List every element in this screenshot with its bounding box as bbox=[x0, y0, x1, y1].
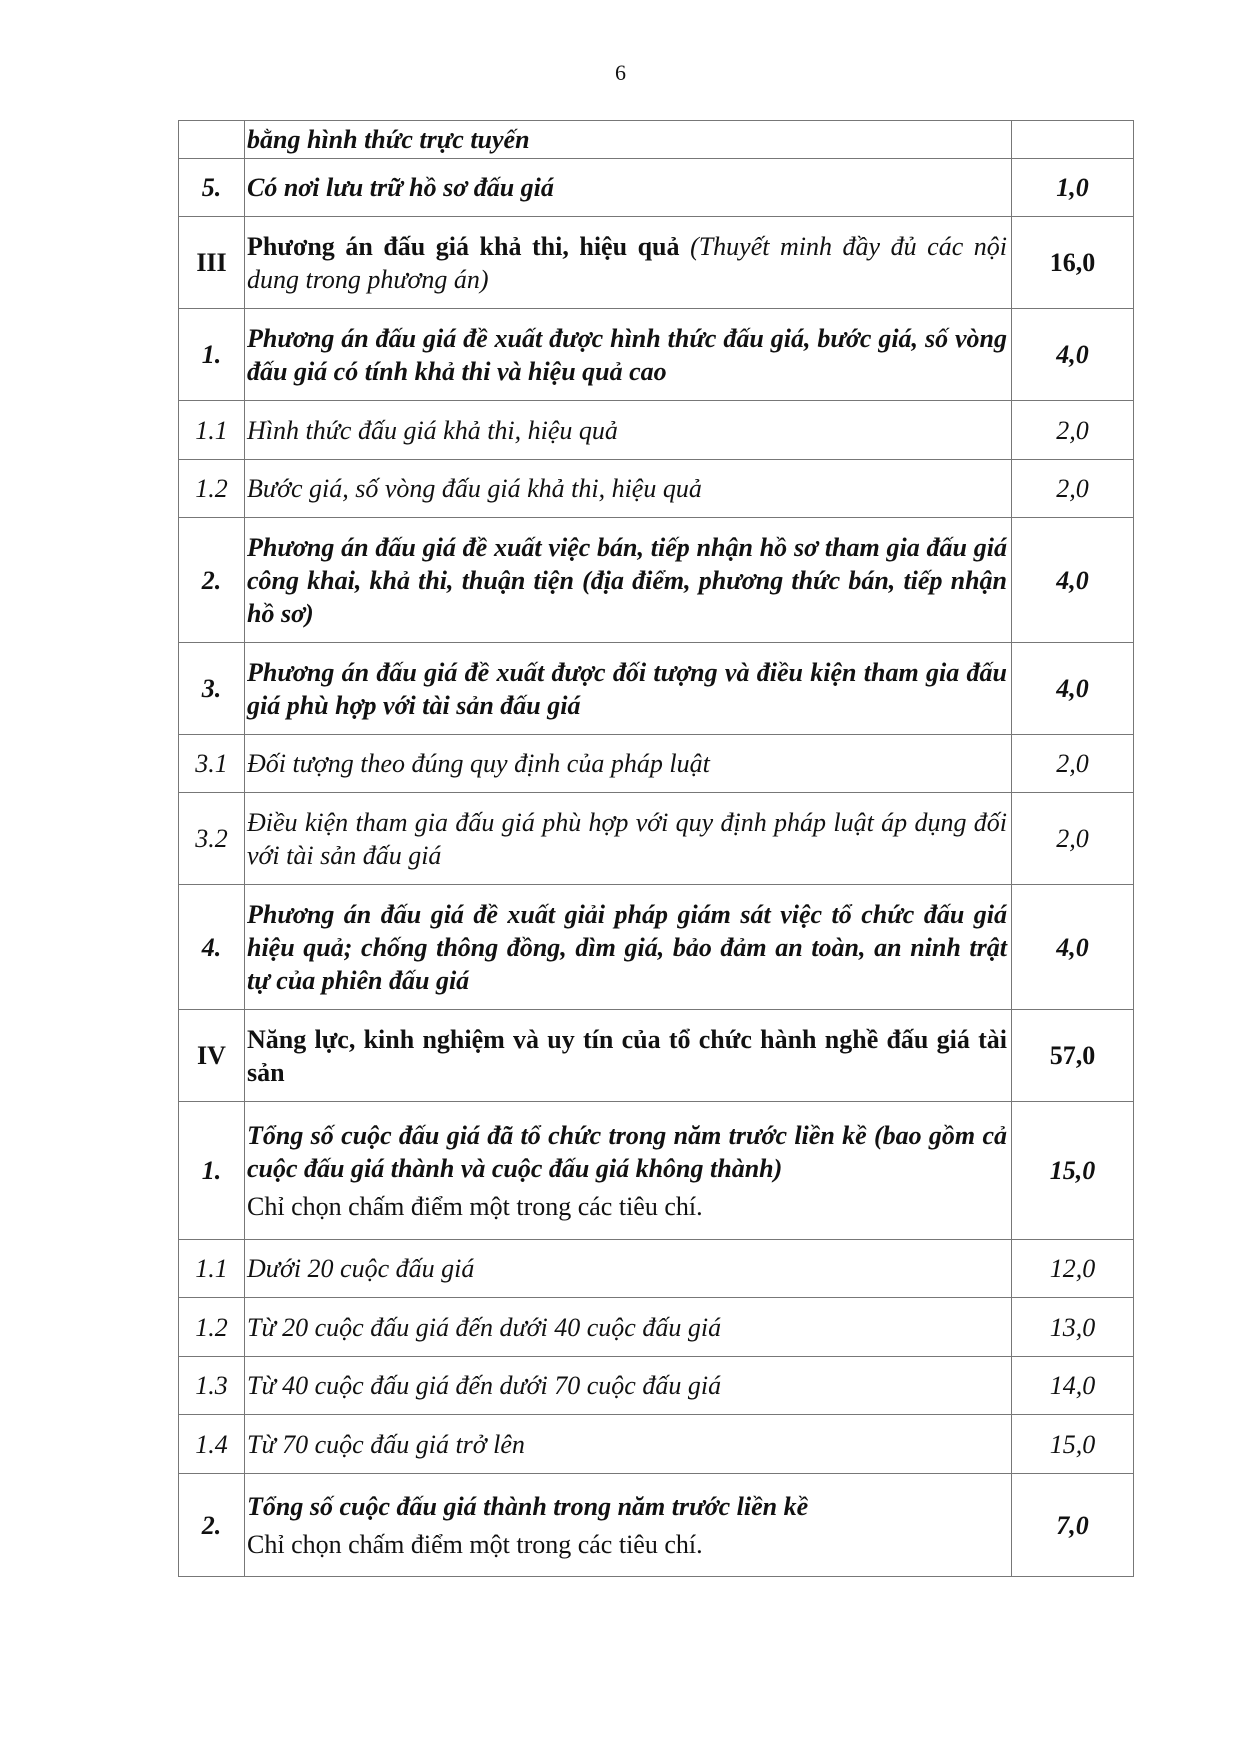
table-row bbox=[179, 643, 1134, 735]
score-cell: 4,0 bbox=[1012, 518, 1134, 643]
row-number: 3.1 bbox=[179, 735, 245, 793]
score-cell: 2,0 bbox=[1012, 735, 1134, 793]
criterion-text: Dưới 20 cuộc đấu giá bbox=[245, 1240, 1012, 1298]
table-row bbox=[179, 1474, 1134, 1577]
criterion-text: Tổng số cuộc đấu giá thành trong năm trước liền kề bbox=[247, 1491, 809, 1521]
score-cell: 7,0 bbox=[1012, 1474, 1134, 1577]
section-number: IV bbox=[179, 1010, 245, 1102]
criterion-text: Tổng số cuộc đấu giá đã tổ chức trong năm trước liền kề (bao gồm cả cuộc đấu giá thành và cuộc đấu giá không thành) bbox=[247, 1120, 1007, 1183]
row-number: 1.4 bbox=[179, 1415, 245, 1474]
table-row bbox=[179, 1010, 1134, 1102]
score-cell: 4,0 bbox=[1012, 643, 1134, 735]
table-row bbox=[179, 885, 1134, 1010]
row-number: 1.1 bbox=[179, 1240, 245, 1298]
row-number: 1.2 bbox=[179, 1298, 245, 1357]
row-number: 1. bbox=[179, 309, 245, 401]
criterion-text: Phương án đấu giá đề xuất giải pháp giám sát việc tổ chức đấu giá hiệu quả; chống thông đồng, dìm giá, bảo đảm an toàn, an ninh trật tự của phiên đấu giá bbox=[245, 885, 1012, 1010]
score-cell: 12,0 bbox=[1012, 1240, 1134, 1298]
row-number bbox=[179, 121, 245, 159]
criterion-cell bbox=[245, 1102, 1012, 1240]
table-row bbox=[179, 1357, 1134, 1415]
row-number: 2. bbox=[179, 518, 245, 643]
table-row bbox=[179, 1298, 1134, 1357]
criterion-note: Chỉ chọn chấm điểm một trong các tiêu chí. bbox=[247, 1191, 703, 1221]
table-row bbox=[179, 518, 1134, 643]
table-row bbox=[179, 735, 1134, 793]
table-row bbox=[179, 217, 1134, 309]
table-row bbox=[179, 401, 1134, 460]
criterion-text: Từ 20 cuộc đấu giá đến dưới 40 cuộc đấu giá bbox=[245, 1298, 1012, 1357]
score-cell: 2,0 bbox=[1012, 401, 1134, 460]
score-cell: 57,0 bbox=[1012, 1010, 1134, 1102]
criterion-cell bbox=[245, 1474, 1012, 1577]
score-cell: 16,0 bbox=[1012, 217, 1134, 309]
row-number: 5. bbox=[179, 159, 245, 217]
criterion-text: Phương án đấu giá đề xuất được hình thức đấu giá, bước giá, số vòng đấu giá có tính khả thi và hiệu quả cao bbox=[245, 309, 1012, 401]
score-cell: 15,0 bbox=[1012, 1415, 1134, 1474]
row-number: 4. bbox=[179, 885, 245, 1010]
score-cell: 13,0 bbox=[1012, 1298, 1134, 1357]
table-row bbox=[179, 1240, 1134, 1298]
row-number: 3.2 bbox=[179, 793, 245, 885]
table-row bbox=[179, 1102, 1134, 1240]
criterion-text: Từ 40 cuộc đấu giá đến dưới 70 cuộc đấu giá bbox=[245, 1357, 1012, 1415]
criterion-text: Phương án đấu giá đề xuất được đối tượng và điều kiện tham gia đấu giá phù hợp với tài sản đấu giá bbox=[245, 643, 1012, 735]
criterion-text: Có nơi lưu trữ hồ sơ đấu giá bbox=[245, 159, 1012, 217]
criterion-note: Chỉ chọn chấm điểm một trong các tiêu chí. bbox=[247, 1529, 703, 1559]
row-number: 1.1 bbox=[179, 401, 245, 460]
criterion-text: Từ 70 cuộc đấu giá trở lên bbox=[245, 1415, 1012, 1474]
score-cell: 4,0 bbox=[1012, 309, 1134, 401]
score-cell: 2,0 bbox=[1012, 460, 1134, 518]
score-cell: 2,0 bbox=[1012, 793, 1134, 885]
table-row bbox=[179, 121, 1134, 159]
criterion-text: Bước giá, số vòng đấu giá khả thi, hiệu quả bbox=[245, 460, 1012, 518]
section-number: III bbox=[179, 217, 245, 309]
row-number: 1.2 bbox=[179, 460, 245, 518]
table-row bbox=[179, 460, 1134, 518]
criterion-text: Hình thức đấu giá khả thi, hiệu quả bbox=[245, 401, 1012, 460]
section-title bbox=[245, 217, 1012, 309]
row-number: 1. bbox=[179, 1102, 245, 1240]
scoring-criteria-table bbox=[178, 120, 1134, 1577]
section-title-note: (Thuyết minh đầy đủ các nội dung trong phương án) bbox=[247, 231, 1008, 294]
score-cell: 14,0 bbox=[1012, 1357, 1134, 1415]
score-cell: 15,0 bbox=[1012, 1102, 1134, 1240]
section-title-bold: Phương án đấu giá khả thi, hiệu quả bbox=[247, 231, 680, 261]
row-number: 3. bbox=[179, 643, 245, 735]
row-number: 2. bbox=[179, 1474, 245, 1577]
table-row bbox=[179, 1415, 1134, 1474]
criterion-text: Điều kiện tham gia đấu giá phù hợp với quy định pháp luật áp dụng đối với tài sản đấu giá bbox=[245, 793, 1012, 885]
section-title: Năng lực, kinh nghiệm và uy tín của tổ chức hành nghề đấu giá tài sản bbox=[245, 1010, 1012, 1102]
criterion-text: bằng hình thức trực tuyến bbox=[245, 121, 1012, 159]
page-number: 6 bbox=[615, 60, 626, 85]
score-cell: 1,0 bbox=[1012, 159, 1134, 217]
table-row bbox=[179, 159, 1134, 217]
row-number: 1.3 bbox=[179, 1357, 245, 1415]
table-row bbox=[179, 309, 1134, 401]
table-row bbox=[179, 793, 1134, 885]
score-cell bbox=[1012, 121, 1134, 159]
criterion-text: Phương án đấu giá đề xuất việc bán, tiếp nhận hồ sơ tham gia đấu giá công khai, khả thi, thuận tiện (địa điểm, phương thức bán, tiếp nhận hồ sơ) bbox=[245, 518, 1012, 643]
score-cell: 4,0 bbox=[1012, 885, 1134, 1010]
criterion-text: Đối tượng theo đúng quy định của pháp luật bbox=[245, 735, 1012, 793]
